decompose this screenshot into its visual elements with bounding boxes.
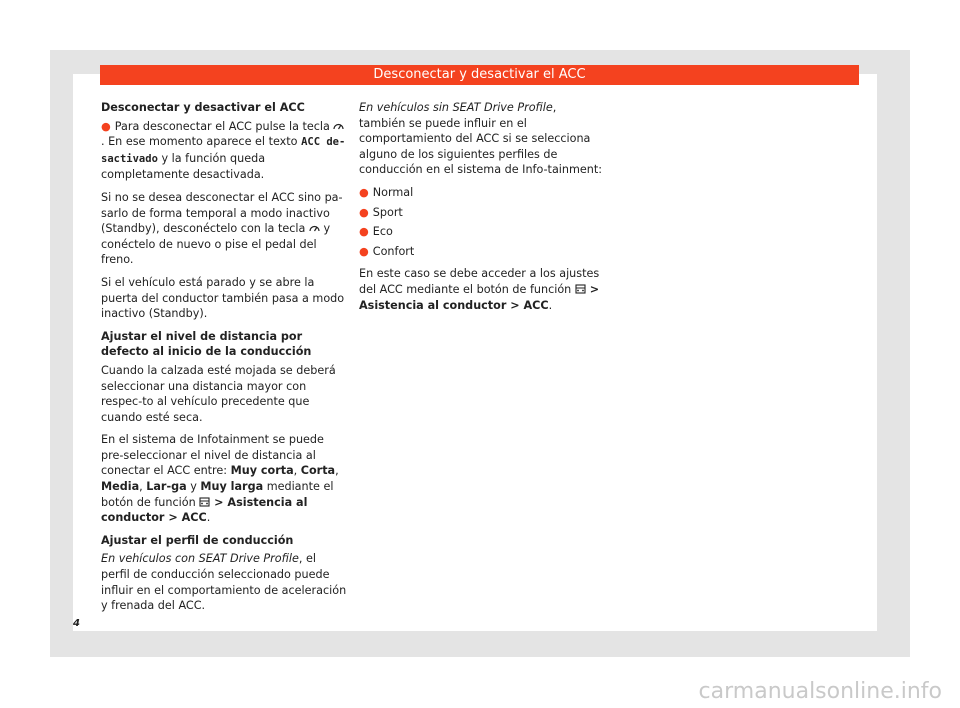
list-item: ● Confort — [359, 244, 415, 258]
bullet-icon: ● — [359, 185, 369, 199]
paragraph-ajustes-acc: En este caso se debe acceder a los ajustes del ACC mediante el botón de función > Asistencia al conductor > ACC. — [359, 267, 600, 312]
left-column — [101, 100, 347, 621]
bullet-icon: ● — [359, 225, 369, 239]
acc-speedometer-icon — [309, 223, 320, 233]
paragraph-puerta: Si el vehículo está parado y se abre la puerta del conductor también pasa a modo inactivo (Standby). — [101, 275, 345, 321]
section-header: Desconectar y desactivar el ACC — [100, 65, 859, 85]
bullet-icon: ● — [359, 205, 369, 219]
paragraph-sin-drive-profile: En vehículos sin SEAT Drive Profile, también se puede influir en el comportamiento del ACC si se selecciona alguno de los siguientes perfiles de conducción en el sistema de Info-tainment: — [359, 101, 603, 177]
heading-perfil: Ajustar el perfil de conducción — [101, 533, 294, 547]
paragraph-bullet-desconectar: ● Para desconectar el ACC pulse la tecla . En ese momento aparece el texto ACC de-sactivado y la función queda completamente desactivada. — [101, 119, 346, 182]
list-item: ● Sport — [359, 205, 403, 219]
paragraph-standby: Si no se desea desconectar el ACC sino pa-sarlo de forma temporal a modo inactivo (Standby), desconéctelo con la tecla y conéctelo de nuevo o pise el pedal del freno. — [101, 190, 343, 267]
profile-list — [359, 185, 605, 259]
acc-speedometer-icon — [333, 121, 344, 131]
paragraph-drive-profile: En vehículos con SEAT Drive Profile, el perfil de conducción seleccionado puede influir en el comportamiento de aceleración y frenada del ACC. — [101, 552, 347, 613]
paragraph-calzada: Cuando la calzada esté mojada se deberá seleccionar una distancia mayor con respec-to al vehículo precedente que cuando esté seca. — [101, 363, 336, 424]
watermark: carmanualsonline.info — [698, 679, 942, 704]
list-item: ● Normal — [359, 185, 414, 199]
car-menu-icon — [199, 497, 210, 507]
bullet-icon: ● — [101, 119, 111, 133]
car-menu-icon — [575, 284, 586, 294]
acc-status-text: ACC de-sactivado — [101, 136, 346, 165]
heading-desconectar: Desconectar y desactivar el ACC — [101, 101, 305, 114]
bullet-icon: ● — [359, 244, 369, 258]
paragraph-infotainment: En el sistema de Infotainment se puede pre-seleccionar el nivel de distancia al conectar el ACC entre: Muy corta, Corta, Media, Lar-ga y Muy larga mediante el botón de función > Asistencia al conductor > ACC. — [101, 433, 339, 525]
heading-ajustar-distancia: Ajustar el nivel de distancia por defecto al inicio de la conducción — [101, 329, 312, 359]
page-number: 4 — [73, 618, 80, 629]
list-item: ● Eco — [359, 225, 393, 239]
right-column — [359, 100, 605, 320]
